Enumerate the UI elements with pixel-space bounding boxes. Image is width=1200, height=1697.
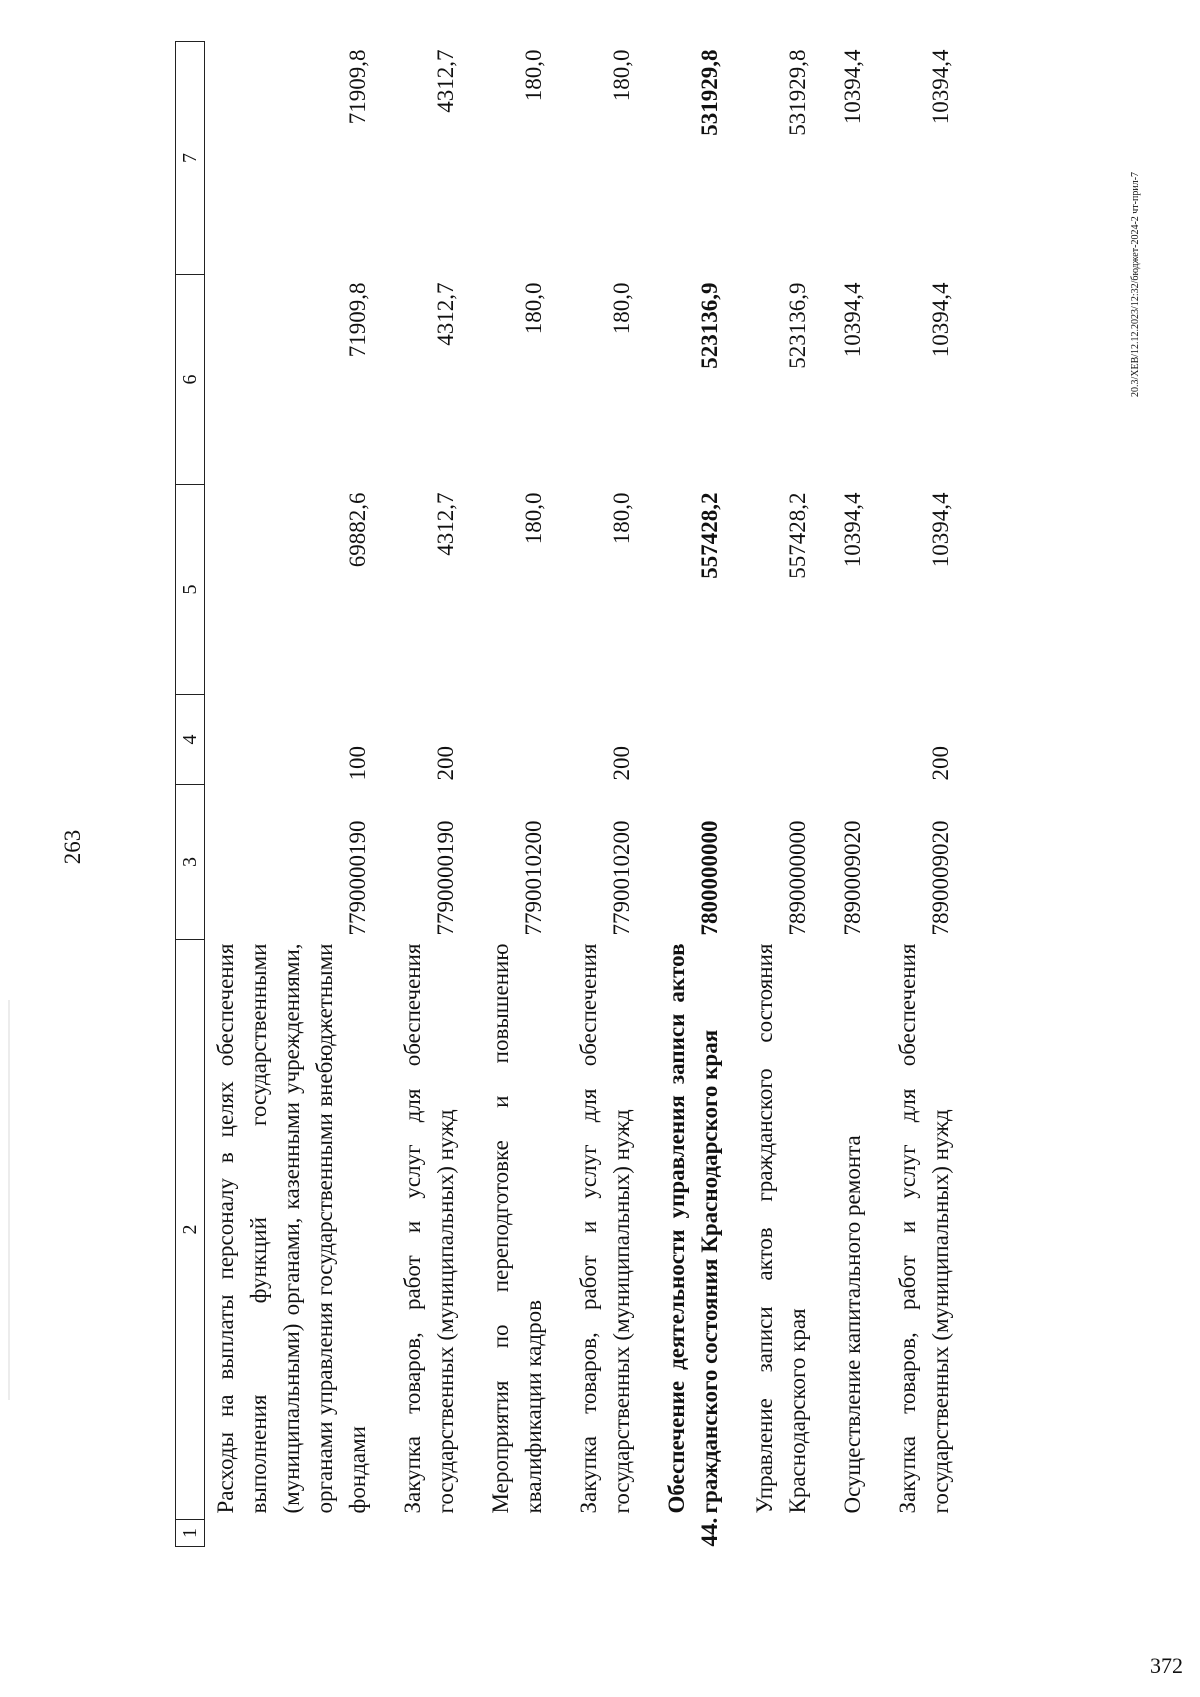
- amount-2026: 531929,8: [785, 49, 810, 136]
- amount-2024: 10394,4: [840, 492, 865, 568]
- target-article-code: 7790000190: [433, 820, 458, 936]
- target-article-code: 7800000000: [697, 820, 722, 936]
- column-number-header: [176, 42, 205, 1547]
- expense-type-code: [484, 695, 572, 785]
- amount-2025: 71909,8: [345, 282, 370, 358]
- row-description: Закупка товаров, работ и услуг для обеспечения государственных (муниципальных) нужд: [400, 943, 458, 1514]
- amount-2025: 523136,9: [697, 282, 722, 369]
- row-description: Закупка товаров, работ и услуг для обеспечения государственных (муниципальных) нужд: [576, 943, 634, 1514]
- amount-2024: 69882,6: [345, 492, 370, 568]
- row-number: [572, 1520, 660, 1547]
- target-article-code: 7790000190: [345, 820, 370, 936]
- row-description: Закупка товаров, работ и услуг для обеспечения государственных (муниципальных) нужд: [895, 943, 953, 1514]
- expense-type-code: 100: [345, 746, 370, 781]
- row-number: [484, 1520, 572, 1547]
- row-number: 44.: [697, 1517, 722, 1547]
- amount-2026: 10394,4: [840, 49, 865, 125]
- table-row: [205, 42, 397, 1547]
- table-row: [484, 42, 572, 1547]
- expense-type-code: [836, 695, 891, 785]
- budget-table: [175, 41, 979, 1547]
- expense-type-code: [660, 695, 748, 785]
- expense-type-code: [748, 695, 836, 785]
- amount-2025: 10394,4: [928, 282, 953, 358]
- target-article-code: 7890009020: [928, 820, 953, 936]
- column-header: 6: [176, 275, 205, 485]
- amount-2026: 10394,4: [928, 49, 953, 125]
- row-number: [836, 1520, 891, 1547]
- amount-2026: 531929,8: [697, 49, 722, 136]
- amount-2026: 180,0: [521, 49, 546, 102]
- row-description: Обеспечение деятельности управления записи актов гражданского состояния Краснодарского края: [664, 943, 722, 1514]
- amount-2025: 180,0: [609, 282, 634, 335]
- expense-type-code: 200: [609, 746, 634, 781]
- amount-2025: 10394,4: [840, 282, 865, 358]
- row-number: [205, 1520, 397, 1547]
- amount-2025: 180,0: [521, 282, 546, 335]
- amount-2026: 180,0: [609, 49, 634, 102]
- row-description: Осуществление капитального ремонта: [840, 1135, 865, 1514]
- sheet-number: 263: [60, 829, 85, 865]
- amount-2024: 557428,2: [697, 492, 722, 579]
- column-header: 4: [176, 695, 205, 785]
- table-row: [836, 42, 891, 1547]
- row-description: Управление записи актов гражданского состояния Краснодарского края: [752, 943, 810, 1514]
- table-row-section-total: [660, 42, 748, 1547]
- expense-type-code: 200: [433, 746, 458, 781]
- amount-2024: 180,0: [521, 492, 546, 545]
- row-description: Мероприятия по переподготовке и повышению квалификации кадров: [488, 943, 546, 1514]
- page-number: 372: [1150, 1653, 1183, 1678]
- column-header: 2: [176, 940, 205, 1520]
- row-number: [396, 1520, 484, 1547]
- amount-2026: 71909,8: [345, 49, 370, 125]
- expense-type-code: 200: [928, 746, 953, 781]
- table-row: [748, 42, 836, 1547]
- amount-2024: 10394,4: [928, 492, 953, 568]
- amount-2024: 180,0: [609, 492, 634, 545]
- document-footer-code: 20.3/ХЕВ/12.12.2023/12:32/бюджет-2024-2 чт-прил-7: [1130, 171, 1141, 397]
- column-header: 3: [176, 785, 205, 940]
- row-number: [891, 1520, 979, 1547]
- column-header: 1: [176, 1520, 205, 1547]
- table-row: [572, 42, 660, 1547]
- row-description: Расходы на выплаты персоналу в целях обеспечения выполнения функций государственными (муниципальными) органами, казенными учреждениями, органами управления государственными внебюджетными фондами: [213, 943, 370, 1514]
- amount-2024: 557428,2: [785, 492, 810, 579]
- amount-2026: 4312,7: [433, 49, 458, 113]
- target-article-code: 7890000000: [785, 820, 810, 936]
- target-article-code: 7890009020: [840, 820, 865, 936]
- table-row: [891, 42, 979, 1547]
- column-header: 5: [176, 485, 205, 695]
- target-article-code: 7790010200: [521, 820, 546, 936]
- amount-2025: 523136,9: [785, 282, 810, 369]
- target-article-code: 7790010200: [609, 820, 634, 936]
- amount-2025: 4312,7: [433, 282, 458, 346]
- column-header: 7: [176, 42, 205, 275]
- amount-2024: 4312,7: [433, 492, 458, 556]
- table-row: [396, 42, 484, 1547]
- row-number: [748, 1520, 836, 1547]
